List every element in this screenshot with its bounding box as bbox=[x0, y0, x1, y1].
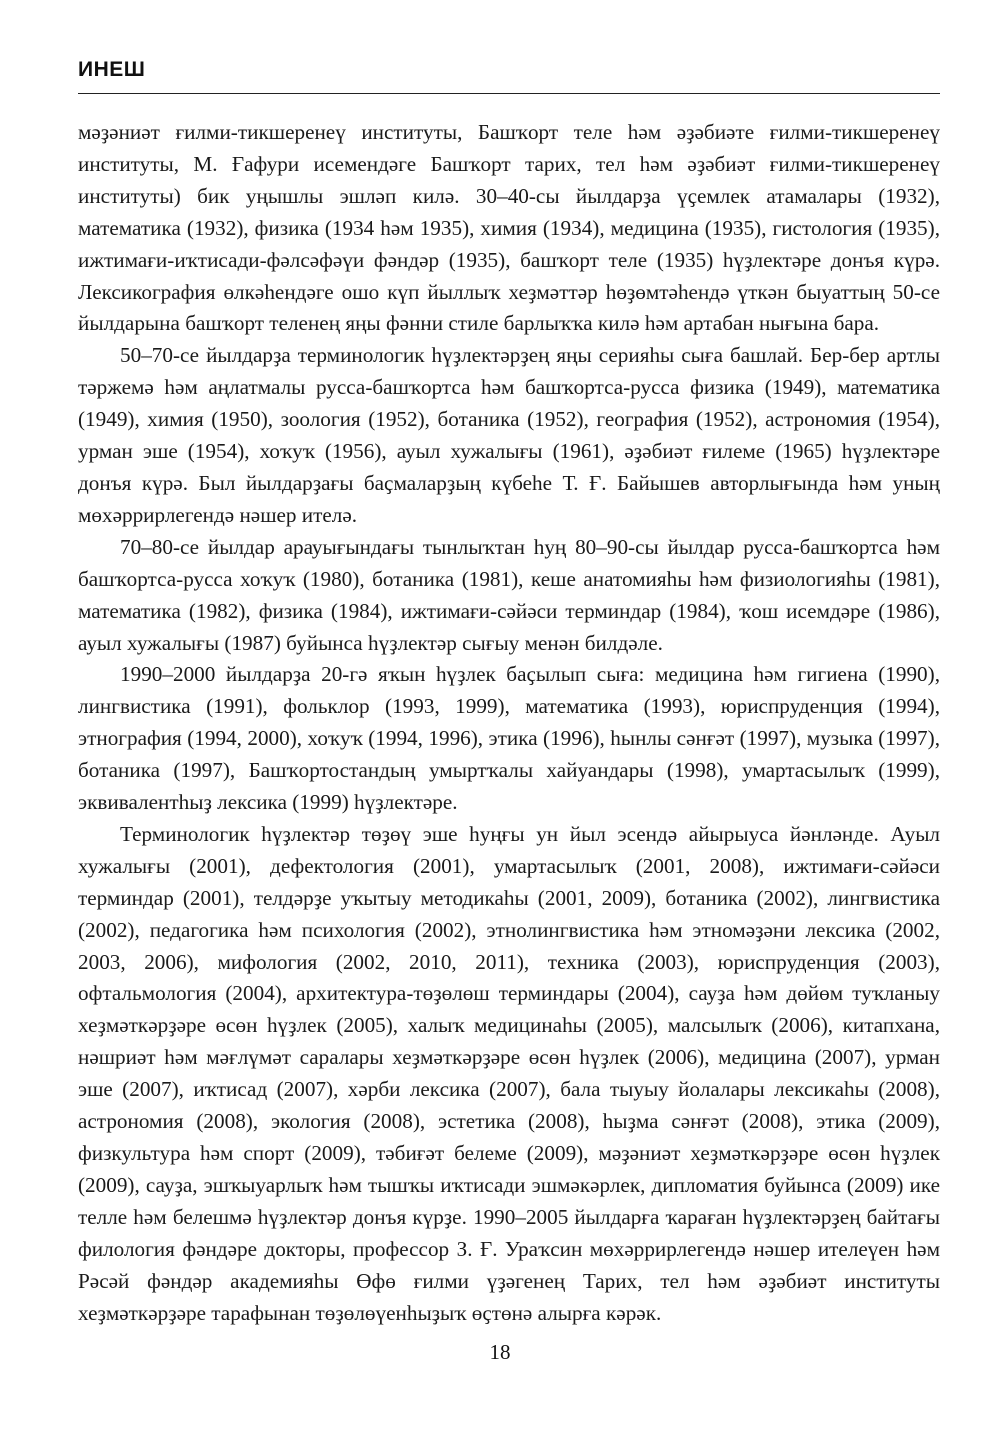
running-head-title: ИНЕШ bbox=[78, 58, 146, 81]
paragraph: 50–70-се йылдарҙа терминологик һүҙлектәрҙең яңы серияһы сыға башлай. Бер-бер артлы тәржемә һәм аңлатмалы русса-башҡортса һәм башҡортса-русса физика (1949), математика (1949), химия (1950), зоология (1952), ботаника (1952), география (1952), астрономия (1954), урман эше (1954), хоҡуҡ (1956), ауыл хужалығы (1961), әҙәбиәт ғилеме (1965) һүҙлектәре донъя күрә. Был йылдарҙағы баҫмаларҙың күбеһе Т. Ғ. Байышев авторлығында һәм уның мөхәррирлегендә нәшер ителә. bbox=[78, 343, 940, 527]
main-text bbox=[78, 117, 940, 1329]
page-number: 18 bbox=[489, 1340, 511, 1364]
paragraph: 1990–2000 йылдарҙа 20-гә яҡын һүҙлек баҫылып сыға: медицина һәм гигиена (1990), лингвистика (1991), фольклор (1993, 1999), математика (1993), юриспруденция (1994), этнография (1994, 2000), хоҡуҡ (1994, 1996), этика (1996), һынлы сәнғәт (1997), музыка (1997), ботаника (1997), Башҡортостандың умыртҡалы хайуандары (1998), умартасылыҡ (1999), эквивалентһыҙ лексика (1999) һүҙлектәре. bbox=[78, 662, 940, 815]
paragraph: Терминологик һүҙлектәр төҙөү эше һуңғы ун йыл эсендә айырыуса йәнләнде. Ауыл хужалығы (2001), дефектология (2001), умартасылыҡ (2001, 2008), ижтимағи-сәйәси терминдар (2001), телдәрҙе уҡытыу методикаһы (2001, 2009), ботаника (2002), лингвистика (2002), педагогика һәм психология (2002), этнолингвистика һәм этномәҙәни лексика (2002, 2003, 2006), мифология (2002, 2010, 2011), техника (2003), юриспруденция (2003), офтальмология (2004), архитектура-төҙөлөш терминдары (2004), сауҙа һәм дөйөм туҡланыу хеҙмәткәрҙәре өсөн һүҙлек (2005), халыҡ медицинаһы (2005), малсылыҡ (2006), китапхана, нәшриәт һәм мәғлүмәт саралары хеҙмәткәрҙәре өсөн һүҙлек (2006), медицина (2007), урман эше (2007), иҡтисад (2007), хәрби лексика (2007), бала тыуыу йолалары лексикаһы (2008), астрономия (2008), экология (2008), эстетика (2008), һыҙма сәнғәт (2008), этика (2009), физкультура һәм спорт (2009), тәбиғәт белеме (2009), мәҙәниәт хеҙмәткәрҙәре өсөн һүҙлек (2009), сауҙа, эшҡыуарлыҡ һәм тышҡы иҡтисади эшмәкәрлек, дипломатия буйынса (2009) ике телле һәм белешмә һүҙлектәр донъя күрҙе. 1990–2005 йылдарға ҡараған һүҙлектәрҙең байтағы филология фәндәре докторы, профессор З. Ғ. Ураҡсин мөхәррирлегендә нәшер ителеүен һәм Рәсәй фәндәр академияһы Өфө ғилми үҙәгенең Тарих, тел һәм әҙәбиәт институты хеҙмәткәрҙәре тарафынан төҙөлөүенһыҙыҡ өҫтөнә алырға кәрәк. bbox=[78, 821, 940, 1325]
paragraph: 70–80-се йылдар арауығындағы тынлыҡтан һуң 80–90-сы йылдар русса-башҡортса һәм башҡортса-русса хоҡуҡ (1980), ботаника (1981), кеше анатомияһы һәм физиологияһы (1981), математика (1982), физика (1984), ижтимағи-сәйәси терминдар (1984), ҡош исемдәре (1986), ауыл хужалығы (1987) буйынса һүҙлектәр сығыу менән билдәле. bbox=[78, 534, 940, 655]
paragraph-continued: мәҙәниәт ғилми-тикшеренеү институты, Башҡорт теле һәм әҙәбиәте ғилми-тикшеренеү институты, М. Ғафури исемендәге Башҡорт тарих, тел һәм әҙәбиәт ғилми-тикшеренеү институты) бик уңышлы эшләп килә. 30–40-сы йылдарҙа үҫемлек атамалары (1932), математика (1932), физика (1934 һәм 1935), химия (1934), медицина (1935), гистология (1935), ижтимағи-иҡтисади-фәлсәфәүи фәндәр (1935), башҡорт теле (1935) һүҙлектәре донъя күрә. Лексикография өлкәһендәге ошо күп йыллыҡ хеҙмәттәр һөҙөмтәһендә үткән быуаттың 50-се йылдарына башҡорт теленең яңы фәнни стиле барлыҡҡа килә һәм артабан нығына бара. bbox=[78, 120, 940, 336]
header-rule bbox=[78, 93, 940, 94]
